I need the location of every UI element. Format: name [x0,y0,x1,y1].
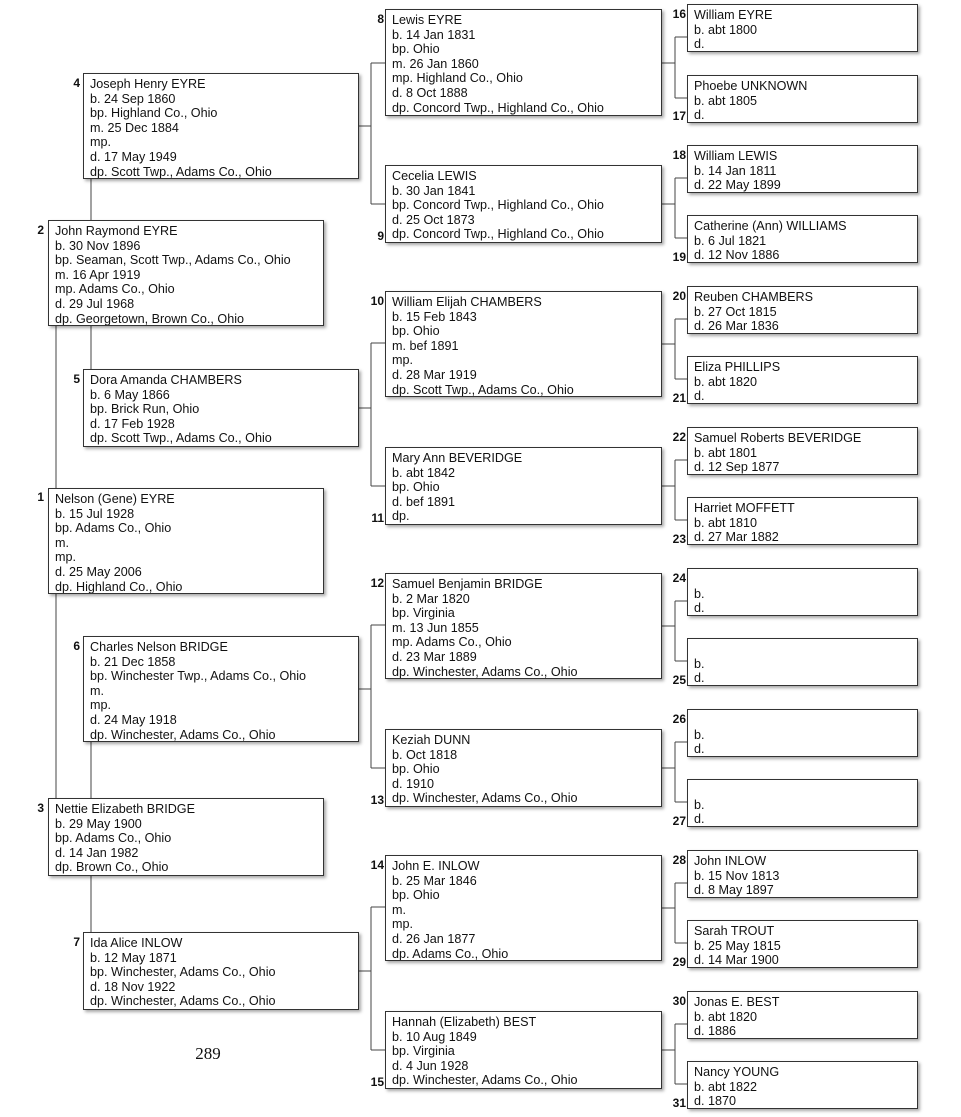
person-name: Charles Nelson BRIDGE [90,640,228,654]
ahnentafel-number: 11 [371,511,384,525]
ahnentafel-number: 23 [672,532,686,546]
death-date: d. 24 May 1918 [90,712,177,727]
death-date: d. [694,108,705,123]
person-name: Catherine (Ann) WILLIAMS [694,219,847,233]
death-place: dp. Winchester, Adams Co., Ohio [392,791,578,806]
birth-place: bp. Brick Run, Ohio [90,402,200,417]
ahnentafel-number: 27 [672,814,686,828]
person-name [694,713,911,728]
death-place: dp. Concord Twp., Highland Co., Ohio [392,227,604,242]
death-date: d. [694,671,705,686]
marriage-place: mp. Highland Co., Ohio [392,71,523,86]
birth-place: bp. Winchester Twp., Adams Co., Ohio [90,669,307,684]
death-date: d. [694,742,705,757]
person-box-22 [687,427,918,475]
death-date: d. 1886 [694,1024,737,1039]
ahnentafel-number: 7 [73,935,80,949]
ahnentafel-number: 22 [672,430,686,444]
birth-date: b. Oct 1818 [392,747,458,762]
person-name: Nelson (Gene) EYRE [55,492,175,506]
birth-place: bp. Ohio [392,480,440,495]
ahnentafel-number: 4 [73,76,80,90]
death-place: dp. Winchester, Adams Co., Ohio [392,664,578,679]
death-place: dp. Adams Co., Ohio [392,946,509,961]
person-name: Keziah DUNN [392,733,471,747]
ahnentafel-number: 26 [672,712,686,726]
person-name: William LEWIS [694,149,778,163]
death-date: d. 14 Jan 1982 [55,845,139,860]
person-name: Mary Ann BEVERIDGE [392,451,523,465]
person-box-3 [48,798,324,876]
ahnentafel-number: 19 [672,250,686,264]
birth-date: b. abt 1842 [392,465,456,480]
birth-place: bp. Virginia [392,1044,455,1059]
person-name: Nettie Elizabeth BRIDGE [55,802,195,816]
ahnentafel-number: 13 [370,793,384,807]
ahnentafel-number: 25 [672,673,686,687]
person-name: Nancy YOUNG [694,1065,780,1079]
death-date: d. 1910 [392,776,435,791]
death-date: d. 22 May 1899 [694,178,781,193]
ahnentafel-number: 2 [37,223,44,237]
person-name: Sarah TROUT [694,924,775,938]
person-box-9 [385,165,662,243]
person-box-11 [385,447,662,525]
person-box-25 [687,638,918,686]
person-box-7 [83,932,359,1010]
birth-date: b. 25 May 1815 [694,938,781,953]
person-box-15 [385,1011,662,1089]
birth-place: bp. Concord Twp., Highland Co., Ohio [392,198,604,213]
ahnentafel-number: 15 [370,1075,384,1089]
ahnentafel-number: 16 [672,7,686,21]
person-box-4 [83,73,359,179]
death-date: d. 25 May 2006 [55,564,142,579]
ahnentafel-number: 21 [672,391,686,405]
birth-date: b. abt 1820 [694,374,758,389]
death-place: dp. Highland Co., Ohio [55,579,183,594]
person-box-17 [687,75,918,123]
ahnentafel-number: 18 [672,148,686,162]
birth-date: b. abt 1801 [694,445,758,460]
person-name: Phoebe UNKNOWN [694,79,808,93]
person-name: Reuben CHAMBERS [694,290,813,304]
person-box-6 [83,636,359,742]
birth-date: b. 30 Nov 1896 [55,238,141,253]
person-name: Ida Alice INLOW [90,936,183,950]
person-name: Lewis EYRE [392,13,462,27]
person-box-23 [687,497,918,545]
birth-date: b. 21 Dec 1858 [90,654,176,669]
death-place: dp. [392,509,410,524]
ahnentafel-number: 1 [37,490,44,504]
death-date: d. [694,812,705,827]
death-place: dp. Scott Twp., Adams Co., Ohio [392,382,574,397]
death-date: d. 26 Mar 1836 [694,319,779,334]
person-name: John INLOW [694,854,767,868]
death-place: dp. Winchester, Adams Co., Ohio [90,727,276,742]
ahnentafel-number: 31 [672,1096,686,1110]
birth-date: b. 6 May 1866 [90,387,170,402]
person-box-18 [687,145,918,193]
person-name: Dora Amanda CHAMBERS [90,373,242,387]
ahnentafel-number: 24 [672,571,686,585]
ahnentafel-number: 10 [370,294,384,308]
birth-place: bp. Ohio [392,42,440,57]
birth-date: b. 15 Jul 1928 [55,506,135,521]
person-box-19 [687,215,918,263]
person-box-12 [385,573,662,679]
death-date: d. 12 Nov 1886 [694,248,780,263]
marriage-place: mp. [392,917,413,932]
death-place: dp. Winchester, Adams Co., Ohio [90,994,276,1009]
birth-date: b. 24 Sep 1860 [90,91,176,106]
birth-date: b. [694,586,705,601]
person-name: Samuel Roberts BEVERIDGE [694,431,862,445]
person-name [694,572,911,587]
person-box-2 [48,220,324,326]
person-name: William Elijah CHAMBERS [392,295,542,309]
death-place: dp. Scott Twp., Adams Co., Ohio [90,431,272,446]
death-place: dp. Georgetown, Brown Co., Ohio [55,311,245,326]
marriage-date: m. [392,902,406,917]
person-name: Joseph Henry EYRE [90,77,206,91]
birth-date: b. abt 1822 [694,1079,758,1094]
ahnentafel-number: 29 [672,955,686,969]
birth-date: b. [694,656,705,671]
birth-date: b. [694,797,705,812]
person-box-14 [385,855,662,961]
death-date: d. 17 May 1949 [90,149,177,164]
ahnentafel-number: 14 [370,858,384,872]
ahnentafel-number: 28 [672,853,686,867]
birth-date: b. 14 Jan 1811 [694,163,777,178]
birth-place: bp. Ohio [392,888,440,903]
birth-date: b. 29 May 1900 [55,816,142,831]
birth-place: bp. Ohio [392,762,440,777]
birth-date: b. [694,727,705,742]
birth-date: b. 15 Nov 1813 [694,868,780,883]
birth-date: b. abt 1805 [694,93,758,108]
birth-place: bp. Virginia [392,606,455,621]
death-date: d. 8 Oct 1888 [392,85,468,100]
ahnentafel-number: 5 [73,372,80,386]
marriage-date: m. 16 Apr 1919 [55,267,141,282]
birth-date: b. 10 Aug 1849 [392,1029,477,1044]
ahnentafel-number: 12 [370,576,384,590]
person-box-28 [687,850,918,898]
death-date: d. 25 Oct 1873 [392,212,475,227]
death-date: d. [694,389,705,404]
birth-place: bp. Adams Co., Ohio [55,831,172,846]
death-place: dp. Scott Twp., Adams Co., Ohio [90,164,272,179]
birth-date: b. abt 1820 [694,1009,758,1024]
person-name: John E. INLOW [392,859,480,873]
page-number: 289 [195,1044,221,1063]
ahnentafel-number: 3 [37,801,44,815]
person-box-13 [385,729,662,807]
birth-date: b. 12 May 1871 [90,950,177,965]
ahnentafel-number: 8 [377,12,384,26]
person-box-24 [687,568,918,616]
person-name: Cecelia LEWIS [392,169,477,183]
death-date: d. 1870 [694,1094,737,1109]
death-date: d. bef 1891 [392,494,456,509]
person-name: Samuel Benjamin BRIDGE [392,577,543,591]
marriage-place: mp. [90,698,111,713]
death-date: d. 18 Nov 1922 [90,979,176,994]
birth-place: bp. Seaman, Scott Twp., Adams Co., Ohio [55,253,291,268]
death-date: d. 27 Mar 1882 [694,530,779,545]
person-name: Eliza PHILLIPS [694,360,781,374]
person-box-31 [687,1061,918,1109]
birth-date: b. 27 Oct 1815 [694,304,777,319]
birth-place: bp. Winchester, Adams Co., Ohio [90,965,276,980]
person-name [694,783,911,798]
death-date: d. 14 Mar 1900 [694,953,779,968]
birth-date: b. 15 Feb 1843 [392,309,477,324]
birth-date: b. 14 Jan 1831 [392,27,476,42]
death-date: d. 17 Feb 1928 [90,416,175,431]
death-date: d. 12 Sep 1877 [694,460,780,475]
person-box-10 [385,291,662,397]
marriage-date: m. 26 Jan 1860 [392,56,479,71]
birth-place: bp. Highland Co., Ohio [90,106,218,121]
marriage-date: m. 13 Jun 1855 [392,620,479,635]
person-box-20 [687,286,918,334]
marriage-date: m. bef 1891 [392,338,459,353]
person-box-5 [83,369,359,447]
birth-place: bp. Adams Co., Ohio [55,521,172,536]
marriage-place: mp. [392,353,413,368]
person-name: John Raymond EYRE [55,224,178,238]
death-place: dp. Concord Twp., Highland Co., Ohio [392,100,604,115]
ahnentafel-number: 9 [377,229,384,243]
marriage-place: mp. Adams Co., Ohio [55,282,175,297]
birth-date: b. abt 1810 [694,515,758,530]
marriage-place: mp. [55,550,76,565]
birth-date: b. 30 Jan 1841 [392,183,476,198]
ahnentafel-number: 20 [672,289,686,303]
person-name: Harriet MOFFETT [694,501,795,515]
death-date: d. [694,601,705,616]
death-date: d. 28 Mar 1919 [392,367,477,382]
death-date: d. [694,37,705,52]
birth-date: b. 25 Mar 1846 [392,873,477,888]
person-box-16 [687,4,918,52]
marriage-date: m. [90,683,104,698]
ahnentafel-number: 6 [73,639,80,653]
person-name: William EYRE [694,8,773,22]
person-box-27 [687,779,918,827]
death-date: d. 29 Jul 1968 [55,296,135,311]
marriage-date: m. [55,535,69,550]
person-name [694,642,911,657]
marriage-date: m. 25 Dec 1884 [90,120,179,135]
marriage-place: mp. [90,135,111,150]
ahnentafel-number: 17 [672,109,686,123]
person-box-8 [385,9,662,116]
death-date: d. 4 Jun 1928 [392,1058,469,1073]
person-box-30 [687,991,918,1039]
death-date: d. 23 Mar 1889 [392,649,477,664]
birth-place: bp. Ohio [392,324,440,339]
person-box-1 [48,488,324,594]
person-box-29 [687,920,918,968]
death-date: d. 26 Jan 1877 [392,931,476,946]
birth-date: b. 6 Jul 1821 [694,233,767,248]
death-place: dp. Brown Co., Ohio [55,860,169,875]
ahnentafel-number: 30 [672,994,686,1008]
birth-date: b. 2 Mar 1820 [392,591,470,606]
marriage-place: mp. Adams Co., Ohio [392,635,512,650]
death-date: d. 8 May 1897 [694,883,774,898]
death-place: dp. Winchester, Adams Co., Ohio [392,1073,578,1088]
person-box-21 [687,356,918,404]
birth-date: b. abt 1800 [694,22,758,37]
person-box-26 [687,709,918,757]
person-name: Jonas E. BEST [694,995,780,1009]
person-name: Hannah (Elizabeth) BEST [392,1015,537,1029]
